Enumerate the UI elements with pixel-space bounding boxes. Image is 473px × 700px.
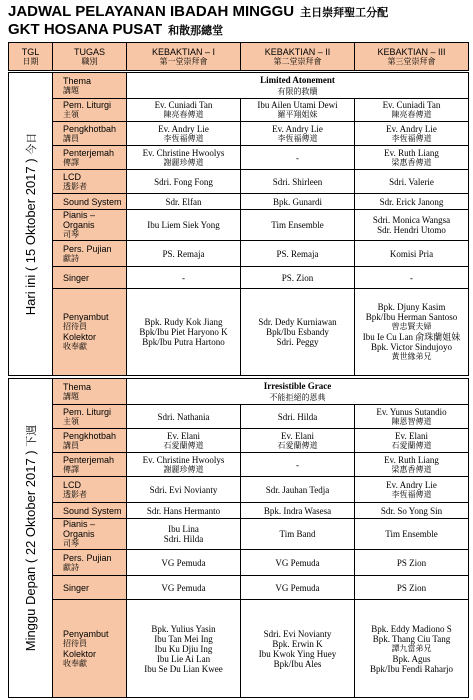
slot-khotbah-k1: Ev. Andry Lie 李恆福傳道	[127, 122, 241, 146]
slot-singer-k3: -	[355, 267, 469, 289]
slot-penyambut-k2: Sdri. Evi Novianty Bpk. Erwin K Ibu Kwok Ying Huey Bpk/Ibu Ales	[241, 600, 355, 698]
slot-liturgi-k3: Ev. Yunus Sutandio 陳恩智傳道	[355, 405, 469, 429]
slot-khotbah-k2: Ev. Elani 石愛蘭傳道	[241, 429, 355, 453]
slot-sound-k2: Bpk. Indra Wasesa	[241, 503, 355, 519]
slot-khotbah-k3: Ev. Elani 石愛蘭傳道	[355, 429, 469, 453]
role-pianis: Pianis – Organis 司琴	[53, 210, 127, 241]
slot-khotbah-k2: Ev. Andry Lie 李恆福傳道	[241, 122, 355, 146]
slot-penyambut-k1: Bpk. Yulius Yasin Ibu Tan Mei Ing Ibu Ku Djiu Ing Ibu Lie Ai Lan Ibu Se Du Lian Kwee	[127, 600, 241, 698]
title-text: JADWAL PELAYANAN IBADAH MINGGU	[8, 3, 295, 20]
slot-pujian-k2: VG Pemuda	[241, 550, 355, 576]
slot-penterjemah-k1: Ev. Christine Hwoolys 謝麗珍傳道	[127, 453, 241, 477]
role-pujian: Pers. Pujian 獻詩	[53, 241, 127, 267]
role-lcd: LCD 透影者	[53, 170, 127, 194]
slot-pujian-k3: Komisi Pria	[355, 241, 469, 267]
role-pujian: Pers. Pujian 獻詩	[53, 550, 127, 576]
slot-singer-k2: VG Pemuda	[241, 576, 355, 600]
slot-singer-k2: PS. Zion	[241, 267, 355, 289]
slot-khotbah-k1: Ev. Elani 石愛蘭傳道	[127, 429, 241, 453]
slot-singer-k3: PS Zion	[355, 576, 469, 600]
slot-liturgi-k1: Ev. Cuniadi Tan 陳亮春傳道	[127, 99, 241, 122]
slot-penterjemah-k2: -	[241, 146, 355, 170]
role-lcd: LCD 透影者	[53, 477, 127, 503]
church-text: GKT HOSANA PUSAT	[8, 21, 163, 38]
slot-penyambut-k3: Bpk. Djuny Kasim Bpk/Ibu Herman Santoso 曾忠賢夫婦 Ibu Ie Cu Lan 俞珠蘭姐妹 Bpk. Victor Sindujoyo 黃世緣弟兄	[355, 289, 469, 376]
week-date-cell	[9, 73, 53, 376]
role-singer: Singer	[53, 576, 127, 600]
slot-penyambut-k3: Bpk. Eddy Madiono S Bpk. Thang Ciu Tang 譚九當弟兄 Bpk. Agus Bpk/Ibu Fendi Raharjo	[355, 600, 469, 698]
slot-liturgi-k1: Sdri. Nathania	[127, 405, 241, 429]
schedule-title	[8, 4, 468, 21]
role-sound: Sound System	[53, 503, 127, 519]
slot-pianis-k3: Tim Ensemble	[355, 519, 469, 550]
column-header-table	[8, 42, 469, 71]
col-kebaktian-2: KEBAKTIAN – II 第二堂崇拜會	[241, 43, 355, 71]
slot-pianis-k1: Ibu Lina Sdri. Hilda	[127, 519, 241, 550]
slot-lcd-k1: Sdri. Fong Fong	[127, 170, 241, 194]
slot-sound-k3: Sdr. Erick Janong	[355, 194, 469, 210]
slot-lcd-k3: Ev. Andry Lie 李恆福傳道	[355, 477, 469, 503]
title-zh: 主日崇拜聖工分配	[300, 6, 389, 19]
role-thema: Thema 講題	[53, 73, 127, 99]
week-date: Minggu Depan ( 22 Oktober 2017 )	[22, 450, 38, 652]
role-penterjemah: Penterjemah 傳譯	[53, 146, 127, 170]
col-kebaktian-1: KEBAKTIAN – I 第一堂崇拜會	[127, 43, 241, 71]
slot-penterjemah-k3: Ev. Ruth Liang 梁惠香傳道	[355, 146, 469, 170]
week-date-cell	[9, 379, 53, 698]
slot-pianis-k2: Tim Ensemble	[241, 210, 355, 241]
role-khotbah: Pengkhotbah 講員	[53, 122, 127, 146]
slot-pujian-k1: VG Pemuda	[127, 550, 241, 576]
slot-khotbah-k3: Ev. Andry Lie 李恆福傳道	[355, 122, 469, 146]
slot-liturgi-k2: Sdri. Hilda	[241, 405, 355, 429]
slot-pujian-k1: PS. Remaja	[127, 241, 241, 267]
col-tgl: TGL 日期	[9, 43, 53, 71]
week-table-2	[8, 378, 469, 698]
slot-penterjemah-k3: Ev. Ruth Liang 梁惠香傳道	[355, 453, 469, 477]
theme-title: Limited Atonement	[260, 74, 335, 85]
theme-title-zh: 有限的救贖	[277, 86, 318, 96]
theme-title: Irresistible Grace	[263, 380, 332, 391]
slot-sound-k1: Sdr. Hans Hermanto	[127, 503, 241, 519]
col-kebaktian-3: KEBAKTIAN – III 第三堂崇拜會	[355, 43, 469, 71]
slot-penterjemah-k2: -	[241, 453, 355, 477]
slot-sound-k2: Bpk. Gunardi	[241, 194, 355, 210]
slot-lcd-k2: Sdri. Shirleen	[241, 170, 355, 194]
slot-pianis-k1: Ibu Liem Siek Yong	[127, 210, 241, 241]
week-date-zh: 今日	[24, 132, 38, 155]
slot-liturgi-k2: Ibu Ailen Utami Dewi 羅平翔姐妹	[241, 99, 355, 122]
slot-lcd-k1: Sdri. Evi Novianty	[127, 477, 241, 503]
week-table-1	[8, 72, 469, 376]
church-zh: 和散那總堂	[168, 24, 224, 37]
slot-lcd-k3: Sdri. Valerie	[355, 170, 469, 194]
theme-title-zh: 不能拒絕的恩典	[269, 392, 326, 402]
role-penyambut: Penyambut 招待員 Kolektor 收奉獻	[53, 289, 127, 376]
church-name	[8, 22, 468, 39]
role-liturgi: Pem. Liturgi 主領	[53, 99, 127, 122]
week-date: Hari ini ( 15 Oktober 2017 )	[22, 158, 38, 316]
slot-liturgi-k3: Ev. Cuniadi Tan 陳亮春傳道	[355, 99, 469, 122]
role-thema: Thema 講題	[53, 379, 127, 405]
slot-singer-k1: VG Pemuda	[127, 576, 241, 600]
slot-penterjemah-k1: Ev. Christine Hwoolys 謝麗珍傳道	[127, 146, 241, 170]
slot-pujian-k3: PS Zion	[355, 550, 469, 576]
slot-pujian-k2: PS. Remaja	[241, 241, 355, 267]
slot-lcd-k2: Sdr. Jauhan Tedja	[241, 477, 355, 503]
role-khotbah: Pengkhotbah 講員	[53, 429, 127, 453]
slot-penyambut-k1: Bpk. Rudy Kok Jiang Bpk/Ibu Piet Haryono K Bpk/Ibu Putra Hartono	[127, 289, 241, 376]
slot-pianis-k2: Tim Band	[241, 519, 355, 550]
week-date-zh: 下週	[24, 424, 38, 447]
col-tugas: TUGAS 職別	[53, 43, 127, 71]
slot-pianis-k3: Sdri. Monica Wangsa Sdr. Hendri Utomo	[355, 210, 469, 241]
role-singer: Singer	[53, 267, 127, 289]
role-penterjemah: Penterjemah 傳譯	[53, 453, 127, 477]
role-pianis: Pianis – Organis 司琴	[53, 519, 127, 550]
theme-cell	[127, 379, 469, 405]
role-penyambut: Penyambut 招待員 Kolektor 收奉獻	[53, 600, 127, 698]
slot-penyambut-k2: Sdr. Dedy Kurniawan Bpk/Ibu Esbandy Sdri. Peggy	[241, 289, 355, 376]
role-sound: Sound System	[53, 194, 127, 210]
slot-sound-k3: Sdr. So Yong Sin	[355, 503, 469, 519]
slot-sound-k1: Sdr. Elfan	[127, 194, 241, 210]
theme-cell	[127, 73, 469, 99]
slot-singer-k1: -	[127, 267, 241, 289]
role-liturgi: Pem. Liturgi 主領	[53, 405, 127, 429]
